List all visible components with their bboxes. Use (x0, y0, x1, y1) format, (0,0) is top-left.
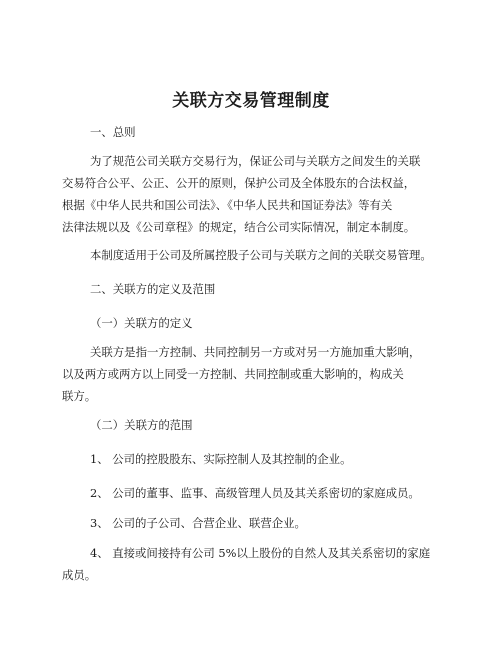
subsection-heading-definition: （一）关联方的定义 (90, 316, 193, 330)
paragraph-line: 以及两方或两方以上同受一方控制、共同控制或重大影响的，构成关 (62, 367, 404, 381)
subsection-heading-scope: （二）关联方的范围 (90, 418, 193, 432)
list-item: 4、 直接或间接持有公司 5%以上股份的自然人及其关系密切的家庭 (90, 546, 431, 560)
document-title: 关联方交易管理制度 (172, 91, 330, 111)
paragraph-line: 根据《中华人民共和国公司法》、《中华人民共和国证券法》等有关 (62, 198, 393, 212)
section-heading-related-parties: 二、关联方的定义及范围 (90, 282, 216, 296)
list-item-continuation: 成员。 (62, 568, 97, 582)
list-item: 1、 公司的控股股东、实际控制人及其控制的企业。 (90, 452, 352, 466)
list-item: 2、 公司的董事、监事、高级管理人员及其关系密切的家庭成员。 (90, 486, 420, 500)
section-heading-general: 一、总则 (90, 125, 136, 139)
paragraph-line: 交易符合公平、公正、公开的原则，保护公司及全体股东的合法权益， (62, 176, 416, 190)
list-item: 3、 公司的子公司、合营企业、联营企业。 (90, 516, 306, 530)
paragraph-line: 为了规范公司关联方交易行为，保证公司与关联方之间发生的关联 (90, 154, 421, 168)
paragraph-line: 联方。 (62, 389, 97, 403)
paragraph-line: 本制度适用于公司及所属控股子公司与关联方之间的关联交易管理。 (90, 248, 432, 262)
paragraph-line: 法律法规以及《公司章程》的规定，结合公司实际情况，制定本制度。 (62, 220, 416, 234)
paragraph-line: 关联方是指一方控制、共同控制另一方或对另一方施加重大影响， (90, 345, 421, 359)
